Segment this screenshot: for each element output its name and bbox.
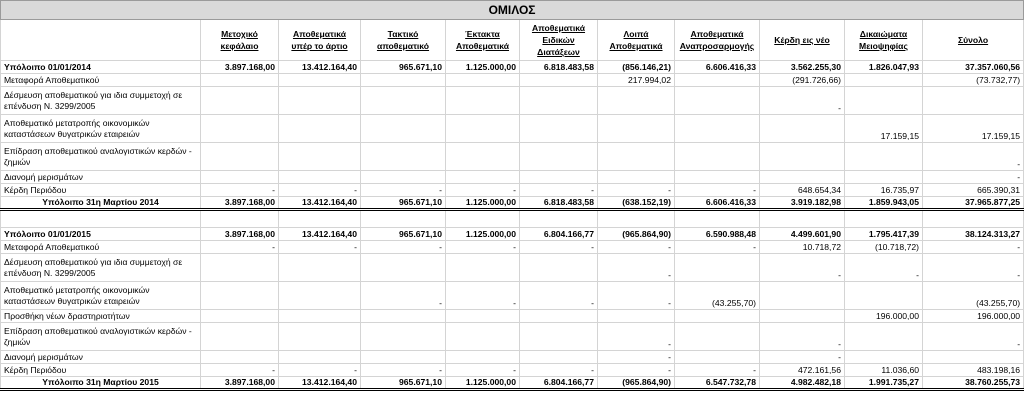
cell-value bbox=[201, 254, 279, 282]
cell-value: - bbox=[446, 184, 520, 197]
cell-value: 1.795.417,39 bbox=[845, 228, 923, 241]
empty-cell bbox=[598, 210, 675, 228]
cell-value bbox=[279, 87, 361, 115]
cell-value: 4.982.482,18 bbox=[760, 377, 845, 390]
cell-value: - bbox=[520, 282, 598, 310]
closing-balance-row bbox=[1, 377, 1024, 390]
cell-value: - bbox=[361, 184, 446, 197]
cell-value bbox=[446, 310, 520, 323]
cell-value: 38.760.255,73 bbox=[923, 377, 1024, 390]
row-label: Μεταφορά Αποθεματικού bbox=[1, 241, 201, 254]
cell-value: 1.125.000,00 bbox=[446, 197, 520, 210]
cell-value: - bbox=[675, 184, 760, 197]
table-row bbox=[1, 143, 1024, 171]
empty-cell bbox=[520, 210, 598, 228]
table-row bbox=[1, 364, 1024, 377]
spacer-row bbox=[1, 210, 1024, 228]
cell-value: 3.919.182,98 bbox=[760, 197, 845, 210]
cell-value: 1.125.000,00 bbox=[446, 377, 520, 390]
cell-value bbox=[361, 87, 446, 115]
cell-value bbox=[279, 74, 361, 87]
cell-value bbox=[923, 87, 1024, 115]
cell-value: (10.718,72) bbox=[845, 241, 923, 254]
cell-value bbox=[675, 115, 760, 143]
row-label: Επίδραση αποθεματικού αναλογιστικών κερδών - ζημιών bbox=[1, 143, 201, 171]
table-row bbox=[1, 323, 1024, 351]
cell-value: 13.412.164,40 bbox=[279, 228, 361, 241]
cell-value bbox=[675, 323, 760, 351]
cell-value bbox=[201, 282, 279, 310]
empty-cell bbox=[201, 210, 279, 228]
cell-value: - bbox=[279, 364, 361, 377]
cell-value bbox=[446, 323, 520, 351]
cell-value: - bbox=[760, 323, 845, 351]
cell-value bbox=[760, 143, 845, 171]
cell-value: - bbox=[598, 364, 675, 377]
column-header: Αποθεματικά υπέρ το άρτιο bbox=[279, 20, 361, 61]
cell-value bbox=[520, 310, 598, 323]
cell-value: - bbox=[201, 184, 279, 197]
cell-value: - bbox=[923, 241, 1024, 254]
cell-value: 965.671,10 bbox=[361, 228, 446, 241]
cell-value: - bbox=[520, 241, 598, 254]
cell-value bbox=[279, 143, 361, 171]
cell-value bbox=[845, 74, 923, 87]
cell-value: - bbox=[598, 241, 675, 254]
cell-value bbox=[520, 74, 598, 87]
table-body bbox=[1, 61, 1024, 390]
row-label: Υπόλοιπο 31η Μαρτίου 2014 bbox=[1, 197, 201, 210]
cell-value bbox=[446, 115, 520, 143]
cell-value bbox=[361, 351, 446, 364]
column-header-row bbox=[1, 20, 1024, 61]
cell-value bbox=[845, 171, 923, 184]
cell-value bbox=[845, 143, 923, 171]
cell-value bbox=[279, 310, 361, 323]
empty-cell bbox=[446, 210, 520, 228]
cell-value bbox=[201, 310, 279, 323]
column-header: Μετοχικό κεφάλαιο bbox=[201, 20, 279, 61]
closing-balance-row bbox=[1, 197, 1024, 210]
cell-value bbox=[279, 282, 361, 310]
cell-value bbox=[201, 171, 279, 184]
cell-value: 6.590.988,48 bbox=[675, 228, 760, 241]
cell-value: - bbox=[675, 364, 760, 377]
empty-cell bbox=[923, 210, 1024, 228]
cell-value bbox=[520, 143, 598, 171]
row-label: Διανομή μερισμάτων bbox=[1, 351, 201, 364]
row-label: Αποθεματικό μετατροπής οικονομικών καταστάσεων θυγατρικών εταιρειών bbox=[1, 115, 201, 143]
cell-value bbox=[845, 282, 923, 310]
cell-value: (73.732,77) bbox=[923, 74, 1024, 87]
row-label: Υπόλοιπο 01/01/2015 bbox=[1, 228, 201, 241]
cell-value: - bbox=[446, 241, 520, 254]
cell-value bbox=[361, 171, 446, 184]
cell-value: 1.859.943,05 bbox=[845, 197, 923, 210]
table-row bbox=[1, 115, 1024, 143]
cell-value: - bbox=[598, 323, 675, 351]
empty-cell bbox=[845, 210, 923, 228]
cell-value: 4.499.601,90 bbox=[760, 228, 845, 241]
cell-value: 965.671,10 bbox=[361, 61, 446, 74]
cell-value: 37.965.877,25 bbox=[923, 197, 1024, 210]
cell-value bbox=[923, 351, 1024, 364]
cell-value: 3.897.168,00 bbox=[201, 61, 279, 74]
row-label: Προσθήκη νέων δραστηριοτήτων bbox=[1, 310, 201, 323]
cell-value: 217.994,02 bbox=[598, 74, 675, 87]
cell-value: - bbox=[598, 254, 675, 282]
cell-value: (965.864,90) bbox=[598, 228, 675, 241]
cell-value bbox=[598, 171, 675, 184]
cell-value: - bbox=[361, 282, 446, 310]
cell-value bbox=[760, 171, 845, 184]
cell-value: 472.161,56 bbox=[760, 364, 845, 377]
cell-value bbox=[675, 143, 760, 171]
cell-value bbox=[201, 143, 279, 171]
empty-cell bbox=[279, 210, 361, 228]
cell-value bbox=[279, 115, 361, 143]
cell-value: - bbox=[279, 184, 361, 197]
cell-value bbox=[520, 115, 598, 143]
cell-value: 10.718,72 bbox=[760, 241, 845, 254]
table-row bbox=[1, 310, 1024, 323]
cell-value: 6.804.166,77 bbox=[520, 377, 598, 390]
opening-balance-row bbox=[1, 61, 1024, 74]
cell-value: 13.412.164,40 bbox=[279, 61, 361, 74]
cell-value: 648.654,34 bbox=[760, 184, 845, 197]
cell-value: 1.125.000,00 bbox=[446, 61, 520, 74]
cell-value bbox=[279, 323, 361, 351]
cell-value: 6.547.732,78 bbox=[675, 377, 760, 390]
cell-value: 6.606.416,33 bbox=[675, 197, 760, 210]
cell-value: - bbox=[923, 254, 1024, 282]
empty-cell bbox=[361, 210, 446, 228]
cell-value: 6.818.483,58 bbox=[520, 197, 598, 210]
cell-value bbox=[760, 115, 845, 143]
cell-value bbox=[520, 254, 598, 282]
cell-value: - bbox=[675, 241, 760, 254]
cell-value: - bbox=[923, 143, 1024, 171]
cell-value bbox=[675, 310, 760, 323]
column-header: Λοιπά Αποθεματικά bbox=[598, 20, 675, 61]
empty-cell bbox=[675, 210, 760, 228]
cell-value: - bbox=[598, 282, 675, 310]
cell-value: - bbox=[760, 87, 845, 115]
cell-value bbox=[845, 351, 923, 364]
cell-value bbox=[675, 74, 760, 87]
cell-value: 6.804.166,77 bbox=[520, 228, 598, 241]
column-header: Δικαιώματα Μειοψηφίας bbox=[845, 20, 923, 61]
column-header-blank bbox=[1, 20, 201, 61]
row-label: Υπόλοιπο 01/01/2014 bbox=[1, 61, 201, 74]
cell-value: 37.357.060,56 bbox=[923, 61, 1024, 74]
cell-value: - bbox=[845, 254, 923, 282]
cell-value: - bbox=[923, 323, 1024, 351]
cell-value: - bbox=[760, 254, 845, 282]
table-row bbox=[1, 282, 1024, 310]
row-label: Υπόλοιπο 31η Μαρτίου 2015 bbox=[1, 377, 201, 390]
cell-value bbox=[361, 115, 446, 143]
row-label: Κέρδη Περιόδου bbox=[1, 364, 201, 377]
cell-value bbox=[361, 323, 446, 351]
cell-value: (638.152,19) bbox=[598, 197, 675, 210]
row-label: Μεταφορά Αποθεματικού bbox=[1, 74, 201, 87]
table-row bbox=[1, 171, 1024, 184]
cell-value: 13.412.164,40 bbox=[279, 197, 361, 210]
column-header: Αποθεματικά Αναπροσαρμογής bbox=[675, 20, 760, 61]
cell-value: - bbox=[520, 184, 598, 197]
row-label: Δέσμευση αποθεματικού για ιδια συμμετοχή σε επένδυση Ν. 3299/2005 bbox=[1, 87, 201, 115]
cell-value bbox=[675, 254, 760, 282]
cell-value: 3.897.168,00 bbox=[201, 377, 279, 390]
row-label: Δέσμευση αποθεματικού για ιδια συμμετοχή σε επένδυση Ν. 3299/2005 bbox=[1, 254, 201, 282]
cell-value: 3.897.168,00 bbox=[201, 197, 279, 210]
cell-value: - bbox=[361, 241, 446, 254]
cell-value bbox=[201, 74, 279, 87]
cell-value: 17.159,15 bbox=[845, 115, 923, 143]
cell-value bbox=[598, 87, 675, 115]
table-row bbox=[1, 184, 1024, 197]
cell-value bbox=[361, 143, 446, 171]
table-row bbox=[1, 74, 1024, 87]
cell-value bbox=[446, 351, 520, 364]
cell-value bbox=[279, 351, 361, 364]
cell-value: (43.255,70) bbox=[675, 282, 760, 310]
cell-value bbox=[361, 310, 446, 323]
cell-value: 6.606.416,33 bbox=[675, 61, 760, 74]
cell-value: 11.036,60 bbox=[845, 364, 923, 377]
cell-value bbox=[279, 254, 361, 282]
cell-value: (291.726,66) bbox=[760, 74, 845, 87]
cell-value: 16.735,97 bbox=[845, 184, 923, 197]
cell-value bbox=[279, 171, 361, 184]
empty-cell bbox=[1, 210, 201, 228]
cell-value bbox=[361, 254, 446, 282]
cell-value: 1.991.735,27 bbox=[845, 377, 923, 390]
table-row bbox=[1, 241, 1024, 254]
table-row bbox=[1, 254, 1024, 282]
cell-value: - bbox=[201, 241, 279, 254]
cell-value bbox=[446, 254, 520, 282]
row-label: Επίδραση αποθεματικού αναλογιστικών κερδών - ζημιών bbox=[1, 323, 201, 351]
cell-value: - bbox=[598, 184, 675, 197]
row-label: Διανομή μερισμάτων bbox=[1, 171, 201, 184]
cell-value: (43.255,70) bbox=[923, 282, 1024, 310]
cell-value bbox=[201, 115, 279, 143]
cell-value: 13.412.164,40 bbox=[279, 377, 361, 390]
empty-cell bbox=[760, 210, 845, 228]
cell-value bbox=[446, 87, 520, 115]
cell-value bbox=[598, 143, 675, 171]
column-header: Τακτικό αποθεματικό bbox=[361, 20, 446, 61]
cell-value bbox=[845, 323, 923, 351]
cell-value: - bbox=[201, 364, 279, 377]
row-label: Αποθεματικό μετατροπής οικονομικών καταστάσεων θυγατρικών εταιρειών bbox=[1, 282, 201, 310]
cell-value: 483.198,16 bbox=[923, 364, 1024, 377]
cell-value bbox=[446, 143, 520, 171]
cell-value: 6.818.483,58 bbox=[520, 61, 598, 74]
cell-value: - bbox=[361, 364, 446, 377]
cell-value bbox=[361, 74, 446, 87]
cell-value: - bbox=[520, 364, 598, 377]
cell-value: (965.864,90) bbox=[598, 377, 675, 390]
cell-value: 1.125.000,00 bbox=[446, 228, 520, 241]
table-title: ΟΜΙΛΟΣ bbox=[1, 1, 1024, 20]
cell-value: 3.897.168,00 bbox=[201, 228, 279, 241]
column-header: Σύνολο bbox=[923, 20, 1024, 61]
cell-value bbox=[675, 171, 760, 184]
cell-value bbox=[520, 323, 598, 351]
cell-value: 965.671,10 bbox=[361, 377, 446, 390]
cell-value bbox=[520, 351, 598, 364]
cell-value: (856.146,21) bbox=[598, 61, 675, 74]
cell-value: 17.159,15 bbox=[923, 115, 1024, 143]
cell-value: - bbox=[446, 364, 520, 377]
cell-value: 1.826.047,93 bbox=[845, 61, 923, 74]
column-header: Κέρδη εις νέο bbox=[760, 20, 845, 61]
cell-value bbox=[760, 310, 845, 323]
cell-value: - bbox=[279, 241, 361, 254]
opening-balance-row bbox=[1, 228, 1024, 241]
cell-value: 196.000,00 bbox=[845, 310, 923, 323]
cell-value: - bbox=[598, 351, 675, 364]
cell-value bbox=[845, 87, 923, 115]
cell-value bbox=[446, 74, 520, 87]
cell-value bbox=[201, 87, 279, 115]
cell-value: 965.671,10 bbox=[361, 197, 446, 210]
cell-value: 665.390,31 bbox=[923, 184, 1024, 197]
cell-value: - bbox=[923, 171, 1024, 184]
table-row bbox=[1, 87, 1024, 115]
cell-value bbox=[201, 351, 279, 364]
cell-value bbox=[446, 171, 520, 184]
row-label: Κέρδη Περιόδου bbox=[1, 184, 201, 197]
table-row bbox=[1, 351, 1024, 364]
cell-value: 38.124.313,27 bbox=[923, 228, 1024, 241]
cell-value: 3.562.255,30 bbox=[760, 61, 845, 74]
cell-value: - bbox=[760, 351, 845, 364]
cell-value: - bbox=[446, 282, 520, 310]
cell-value bbox=[760, 282, 845, 310]
cell-value bbox=[201, 323, 279, 351]
cell-value bbox=[598, 310, 675, 323]
cell-value bbox=[675, 351, 760, 364]
column-header: Αποθεματικά Ειδικών Διατάξεων bbox=[520, 20, 598, 61]
cell-value bbox=[675, 87, 760, 115]
cell-value: 196.000,00 bbox=[923, 310, 1024, 323]
column-header: Έκτακτα Αποθεματικά bbox=[446, 20, 520, 61]
cell-value bbox=[520, 87, 598, 115]
cell-value bbox=[598, 115, 675, 143]
cell-value bbox=[520, 171, 598, 184]
